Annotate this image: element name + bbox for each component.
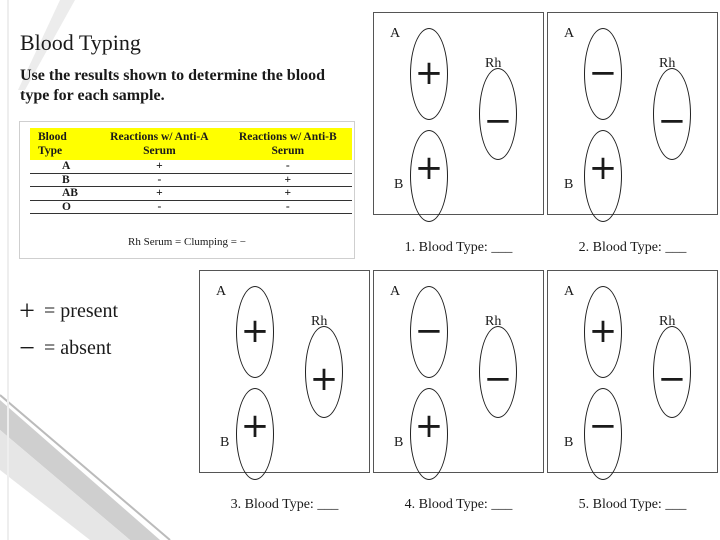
label-rh: Rh xyxy=(311,314,328,329)
cell-anti-a: + xyxy=(95,187,223,201)
cell-blood-type: O xyxy=(30,200,95,214)
reaction-table xyxy=(30,128,352,214)
label-b: B xyxy=(564,177,574,192)
header-anti-a: Reactions w/ Anti-A Serum xyxy=(95,128,223,160)
label-rh: Rh xyxy=(485,56,502,71)
sign-a: − xyxy=(414,311,444,351)
label-b: B xyxy=(394,177,404,192)
cell-anti-b: + xyxy=(224,187,352,201)
cell-anti-b: + xyxy=(224,173,352,187)
sign-b: + xyxy=(588,148,618,188)
header-anti-b: Reactions w/ Anti-B Serum xyxy=(224,128,352,160)
sign-b: − xyxy=(588,406,618,446)
sign-rh: − xyxy=(483,101,513,141)
label-a: A xyxy=(564,26,575,41)
legend-absent xyxy=(16,332,112,364)
sample-panel-1 xyxy=(373,12,544,215)
cell-blood-type: AB xyxy=(30,187,95,201)
label-a: A xyxy=(390,284,401,299)
sample-panel-4 xyxy=(373,270,544,473)
label-rh: Rh xyxy=(485,314,502,329)
sign-a: − xyxy=(588,53,618,93)
table-row xyxy=(30,187,352,201)
sign-rh: − xyxy=(483,359,513,399)
label-b: B xyxy=(220,435,230,450)
sign-rh: + xyxy=(309,359,339,399)
legend-present-label: = present xyxy=(44,300,119,322)
table-row xyxy=(30,173,352,187)
sample-caption-5: 5. Blood Type: ___ xyxy=(547,490,718,520)
table-row xyxy=(30,160,352,173)
reaction-table-header-row xyxy=(30,128,352,160)
rh-serum-note: Rh Serum = Clumping = − xyxy=(128,236,246,248)
instructions-text: Use the results shown to determine the blood type for each sample. xyxy=(20,67,326,104)
sample-caption-1: 1. Blood Type: ___ xyxy=(373,233,544,263)
label-a: A xyxy=(564,284,575,299)
plus-icon: + xyxy=(19,295,35,327)
cell-blood-type: B xyxy=(30,173,95,187)
label-a: A xyxy=(216,284,227,299)
sign-a: + xyxy=(588,311,618,351)
label-b: B xyxy=(394,435,404,450)
cell-anti-a: + xyxy=(95,160,223,173)
cell-anti-b: - xyxy=(224,160,352,173)
sign-rh: − xyxy=(657,359,687,399)
table-row xyxy=(30,200,352,214)
cell-blood-type: A xyxy=(30,160,95,173)
sample-panel-3 xyxy=(199,270,370,473)
label-rh: Rh xyxy=(659,56,676,71)
sign-b: + xyxy=(414,406,444,446)
label-b: B xyxy=(564,435,574,450)
label-rh: Rh xyxy=(659,314,676,329)
header-blood-type: Blood Type xyxy=(30,128,95,160)
sign-b: + xyxy=(414,148,444,188)
cell-anti-a: - xyxy=(95,200,223,214)
sign-a: + xyxy=(240,311,270,351)
sample-panel-2 xyxy=(547,12,718,215)
cell-anti-b: - xyxy=(224,200,352,214)
page-title: Blood Typing xyxy=(20,30,141,55)
sign-rh: − xyxy=(657,101,687,141)
cell-anti-a: - xyxy=(95,173,223,187)
minus-icon: − xyxy=(19,332,35,364)
legend-absent-label: = absent xyxy=(44,337,112,359)
sample-caption-2: 2. Blood Type: ___ xyxy=(547,233,718,263)
sample-caption-4: 4. Blood Type: ___ xyxy=(373,490,544,520)
label-a: A xyxy=(390,26,401,41)
sign-b: + xyxy=(240,406,270,446)
sample-panel-5 xyxy=(547,270,718,473)
legend-present xyxy=(16,295,119,327)
reaction-table-card xyxy=(19,121,355,259)
sign-a: + xyxy=(414,53,444,93)
sample-caption-3: 3. Blood Type: ___ xyxy=(199,490,370,520)
